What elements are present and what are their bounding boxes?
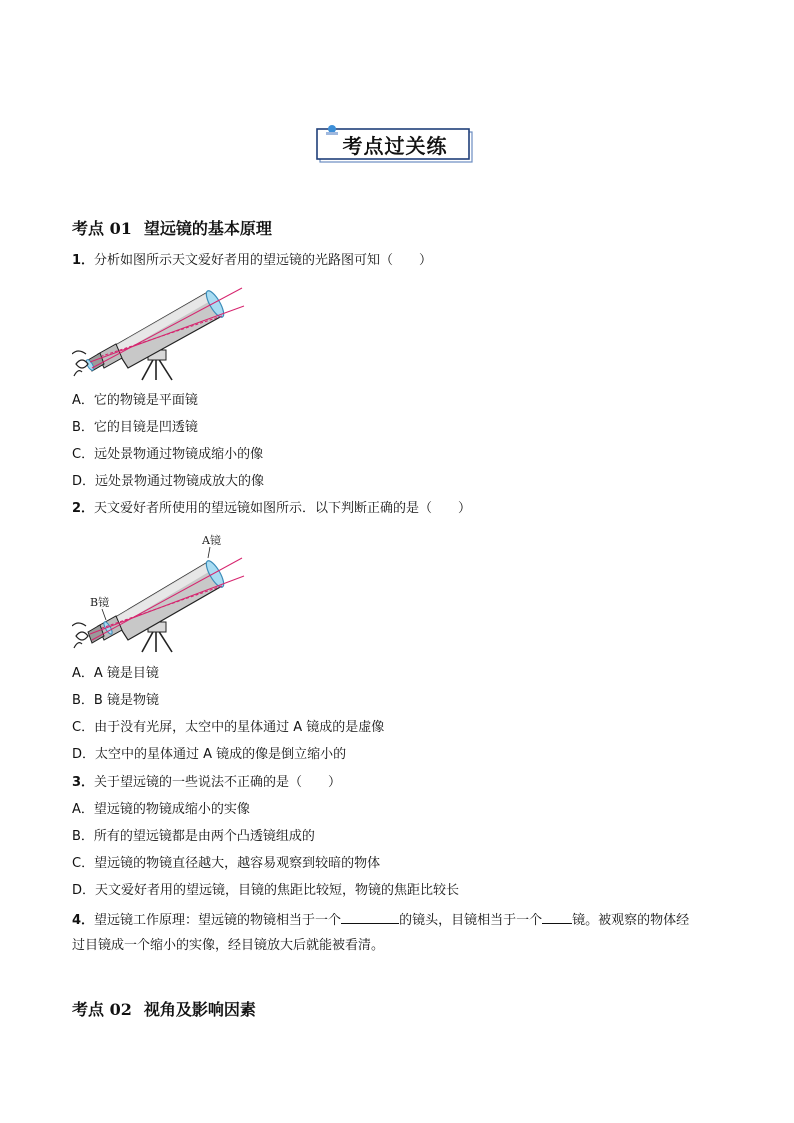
question-text-part-2: 的镜头，目镜相当于一个 (399, 913, 543, 928)
question-1-option-b: B．它的目镜是凹透镜 (72, 420, 198, 435)
question-3-option-d: D．天文爱好者用的望远镜，目镜的焦距比较短，物镜的焦距比较长 (72, 883, 460, 898)
question-number: 2． (72, 501, 95, 516)
lens-b-label: B镜 (90, 596, 110, 609)
question-4-line-1 (72, 910, 689, 930)
answer-blank-2[interactable] (542, 910, 572, 924)
question-number: 1． (72, 253, 95, 268)
telescope-figure-2 (72, 528, 252, 658)
question-3-stem (72, 774, 341, 792)
question-2-option-d: D．太空中的星体通过 A 镜成的像是倒立缩小的 (72, 747, 347, 762)
question-number: 4． (72, 913, 95, 928)
answer-blank-1[interactable] (341, 910, 399, 924)
lens-a-label: A镜 (202, 534, 221, 547)
question-3-option-c: C．望远镜的物镜直径越大，越容易观察到较暗的物体 (72, 856, 381, 871)
banner-title: 考点过关练 (342, 134, 448, 158)
section-title-02 (72, 997, 256, 1020)
section-banner (316, 124, 474, 164)
question-1-option-a: A．它的物镜是平面镜 (72, 393, 198, 408)
telescope-figure-1 (72, 276, 252, 386)
section-code: 考点 01 (72, 219, 132, 238)
question-number: 3． (72, 775, 95, 790)
question-3-option-a: A．望远镜的物镜成缩小的实像 (72, 802, 250, 817)
question-3-option-b: B．所有的望远镜都是由两个凸透镜组成的 (72, 829, 315, 844)
question-2-option-c: C．由于没有光屏，太空中的星体通过 A 镜成的是虚像 (72, 720, 385, 735)
question-text: 分析如图所示天文爱好者用的望远镜的光路图可知（ ） (94, 253, 433, 268)
question-2-option-b: B．B 镜是物镜 (72, 693, 159, 708)
question-1-stem (72, 252, 432, 270)
section-code: 考点 02 (72, 1000, 132, 1019)
question-2-stem (72, 500, 471, 518)
question-text-part-3: 镜。被观察的物体经 (572, 913, 690, 928)
section-name: 视角及影响因素 (143, 1000, 256, 1019)
section-title-01 (72, 216, 272, 239)
question-2-option-a: A．A 镜是目镜 (72, 666, 159, 681)
question-1-option-d: D．远处景物通过物镜成放大的像 (72, 474, 265, 489)
question-1-option-c: C．远处景物通过物镜成缩小的像 (72, 447, 264, 462)
section-name: 望远镜的基本原理 (143, 219, 272, 238)
question-text-part-1: 望远镜工作原理：望远镜的物镜相当于一个 (94, 913, 342, 928)
question-text: 关于望远镜的一些说法不正确的是（ ） (94, 775, 342, 790)
question-4-line-2: 过目镜成一个缩小的实像，经目镜放大后就能被看清。 (72, 938, 385, 953)
question-text: 天文爱好者所使用的望远镜如图所示．以下判断正确的是（ ） (94, 501, 472, 516)
